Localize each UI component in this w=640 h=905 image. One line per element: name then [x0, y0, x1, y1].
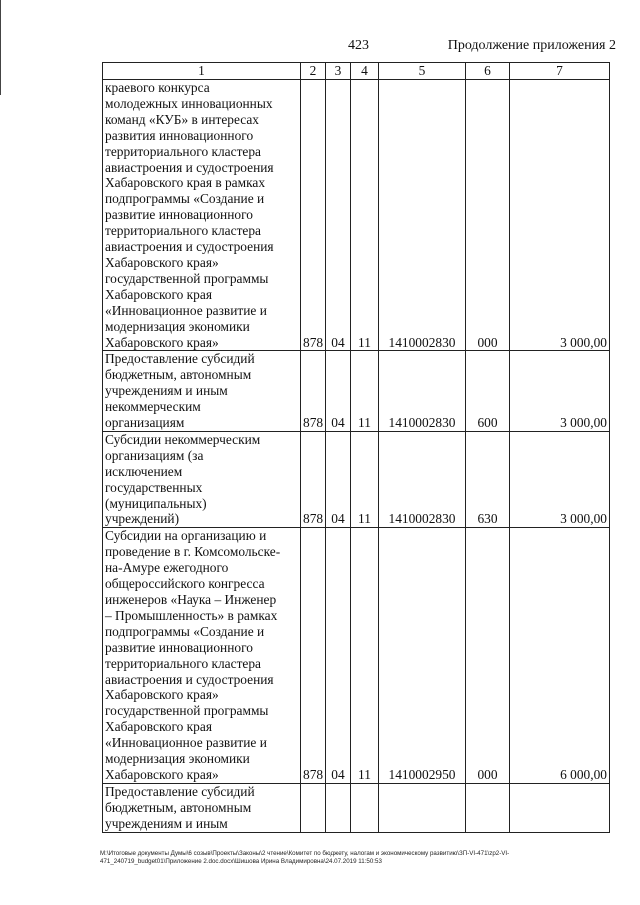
description-line: команд «КУБ» в интересах	[105, 111, 260, 127]
cell-subsection: 11	[351, 351, 379, 432]
cell-target: 1410002830	[379, 431, 466, 527]
description-line: Предоставление субсидий	[105, 351, 255, 367]
row-description	[103, 528, 301, 784]
description-line: организациям	[105, 415, 185, 431]
footer-line: М:\Итоговые документы Думы\6 созыв\Проекты\Законы\2 чтение\Комитет по бюджету, налогам и экономическому развитию\ЗП-VI-471\zp2-VI-	[100, 850, 510, 857]
cell-section: 04	[326, 351, 351, 432]
description-line: авиастроения и судостроения	[105, 159, 274, 175]
row-description	[103, 431, 301, 527]
description-line: краевого конкурса	[105, 80, 210, 95]
cell-section: 04	[326, 80, 351, 351]
cell-amount	[510, 783, 610, 832]
description-line: развития инновационного	[105, 127, 254, 143]
cell-type: 000	[466, 80, 510, 351]
cell-section: 04	[326, 528, 351, 784]
cell-target	[379, 783, 466, 832]
cell-ministry: 878	[301, 80, 326, 351]
cell-target: 1410002950	[379, 528, 466, 784]
description-line: подпрограммы «Создание и	[105, 623, 265, 639]
cell-section: 04	[326, 431, 351, 527]
row-description	[103, 351, 301, 432]
description-line: учреждений)	[105, 511, 180, 527]
description-line: проведение в г. Комсомольске-	[105, 544, 281, 560]
description-line: на-Амуре ежегодного	[105, 560, 229, 576]
description-line: некоммерческим	[105, 399, 201, 415]
description-line: Хабаровского края»	[105, 334, 219, 350]
description-line: Хабаровского края»	[105, 254, 219, 270]
header-cell: 1	[103, 63, 301, 80]
description-line: территориального кластера	[105, 223, 262, 239]
document-path-footer	[100, 850, 615, 866]
description-line: молодежных инновационных	[105, 95, 273, 111]
cell-section	[326, 783, 351, 832]
budget-table	[102, 62, 610, 833]
cell-amount: 6 000,00	[510, 528, 610, 784]
description-line: – Промышленность» в рамках	[105, 607, 278, 623]
description-line: Субсидии на организацию и	[105, 528, 267, 544]
row-description	[103, 783, 301, 832]
description-line: Субсидии некоммерческим	[105, 431, 261, 447]
cell-subsection: 11	[351, 431, 379, 527]
cell-type: 000	[466, 528, 510, 784]
description-line: территориального кластера	[105, 655, 262, 671]
description-line: государственных	[105, 479, 203, 495]
description-line: организациям (за	[105, 447, 204, 463]
header-cell: 5	[379, 63, 466, 80]
left-margin-mark	[0, 0, 1, 95]
description-line: территориального кластера	[105, 143, 262, 159]
header-cell: 3	[326, 63, 351, 80]
description-line: модернизация экономики	[105, 751, 250, 767]
table-row	[103, 528, 610, 784]
description-line: исключением	[105, 463, 183, 479]
cell-type: 600	[466, 351, 510, 432]
description-line: развитие инновационного	[105, 639, 253, 655]
description-line: бюджетным, автономным	[105, 367, 252, 383]
cell-amount: 3 000,00	[510, 351, 610, 432]
cell-ministry: 878	[301, 528, 326, 784]
table-header-row	[103, 63, 610, 80]
cell-type: 630	[466, 431, 510, 527]
description-line: модернизация экономики	[105, 318, 250, 334]
cell-subsection: 11	[351, 80, 379, 351]
description-line: государственной программы	[105, 270, 269, 286]
cell-target: 1410002830	[379, 351, 466, 432]
continuation-title: Продолжение приложения 2	[447, 38, 616, 53]
description-line: Хабаровского края	[105, 286, 212, 302]
cell-target: 1410002830	[379, 80, 466, 351]
description-line: развитие инновационного	[105, 207, 253, 223]
description-line: Хабаровского края»	[105, 687, 219, 703]
cell-ministry: 878	[301, 431, 326, 527]
description-line: инженеров «Наука – Инженер	[105, 592, 277, 607]
description-line: общероссийского конгресса	[105, 576, 265, 592]
table-row	[103, 351, 610, 432]
table-row	[103, 783, 610, 832]
description-line: авиастроения и судостроения	[105, 239, 274, 255]
table-row	[103, 431, 610, 527]
description-line: учреждениям и иным	[105, 383, 228, 399]
header-cell: 6	[466, 63, 510, 80]
header-cell: 2	[301, 63, 326, 80]
header-cell: 7	[510, 63, 610, 80]
description-line: государственной программы	[105, 703, 269, 719]
description-line: Предоставление субсидий	[105, 783, 255, 799]
description-line: Хабаровского края в рамках	[105, 175, 266, 191]
page-number: 423	[348, 38, 369, 53]
description-line: авиастроения и судостроения	[105, 671, 274, 687]
description-line: Хабаровского края»	[105, 766, 219, 782]
header-cell: 4	[351, 63, 379, 80]
description-line: «Инновационное развитие и	[105, 735, 267, 751]
description-line: Хабаровского края	[105, 719, 212, 735]
footer-line: 471_240719_budget01\Приложение 2.doc.docx\Шишова Ирина Владимировна\24.07.2019 11:50:53	[100, 858, 382, 865]
row-description	[103, 80, 301, 351]
cell-amount: 3 000,00	[510, 80, 610, 351]
cell-type	[466, 783, 510, 832]
cell-subsection: 11	[351, 528, 379, 784]
description-line: (муниципальных)	[105, 495, 207, 511]
description-line: учреждениям и иным	[105, 815, 228, 831]
description-line: подпрограммы «Создание и	[105, 191, 265, 207]
cell-ministry	[301, 783, 326, 832]
description-line: «Инновационное развитие и	[105, 302, 267, 318]
cell-ministry: 878	[301, 351, 326, 432]
table-row	[103, 80, 610, 351]
description-line: бюджетным, автономным	[105, 799, 252, 815]
cell-amount: 3 000,00	[510, 431, 610, 527]
cell-subsection	[351, 783, 379, 832]
